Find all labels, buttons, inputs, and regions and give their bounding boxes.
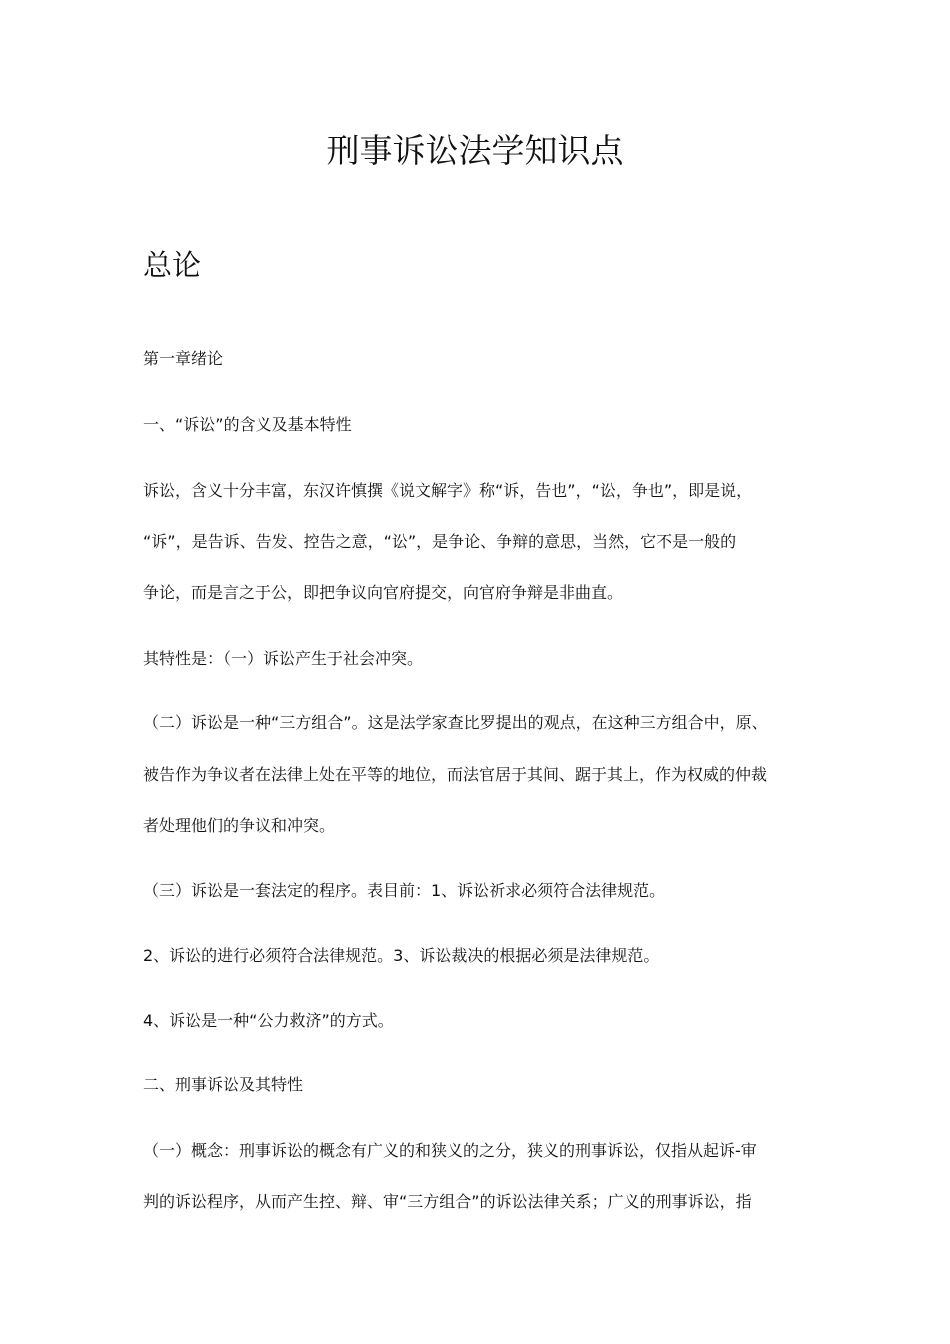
document-title: 刑事诉讼法学知识点 [326, 131, 624, 170]
paragraph-line: 其特性是：（一）诉讼产生于社会冲突。 [143, 649, 424, 668]
paragraph-line: （三）诉讼是一套法定的程序。表目前：1、诉讼祈求必须符合法律规范。 [143, 881, 666, 900]
paragraph-line: 4、诉讼是一种“公力救济”的方式。 [143, 1011, 394, 1030]
paragraph-line: （二）诉讼是一种“三方组合”。这是法学家查比罗提出的观点，在这种三方组合中，原、 [143, 713, 768, 732]
paragraph-line: 者处理他们的争议和冲突。 [143, 816, 336, 835]
paragraph-line: 2、诉讼的进行必须符合法律规范。3、诉讼裁决的根据必须是法律规范。 [143, 946, 660, 965]
section-heading: 总论 [143, 248, 202, 282]
paragraph-line: “诉”，是告诉、告发、控告之意，“讼”，是争论、争辩的意思，当然，它不是一般的 [143, 532, 737, 551]
paragraph-line: 判的诉讼程序，从而产生控、辩、审“三方组合”的诉讼法律关系；广义的刑事诉讼，指 [143, 1192, 752, 1211]
subsection-heading: 一、“诉讼”的含义及基本特性 [143, 415, 352, 434]
paragraph-line: 诉讼，含义十分丰富，东汉许慎撰《说文解字》称“诉，告也”，“讼，争也”，即是说， [143, 481, 753, 500]
subsection-heading: 二、刑事诉讼及其特性 [143, 1075, 304, 1094]
chapter-heading: 第一章绪论 [143, 349, 224, 368]
paragraph-line: 争论，而是言之于公，即把争议向官府提交，向官府争辩是非曲直。 [143, 583, 624, 602]
paragraph-line: （一）概念：刑事诉讼的概念有广义的和狭义的之分，狭义的刑事诉讼，仅指从起诉-审 [143, 1141, 757, 1160]
paragraph-line: 被告作为争议者在法律上处在平等的地位，而法官居于其间、踞于其上，作为权威的仲裁 [143, 765, 768, 784]
